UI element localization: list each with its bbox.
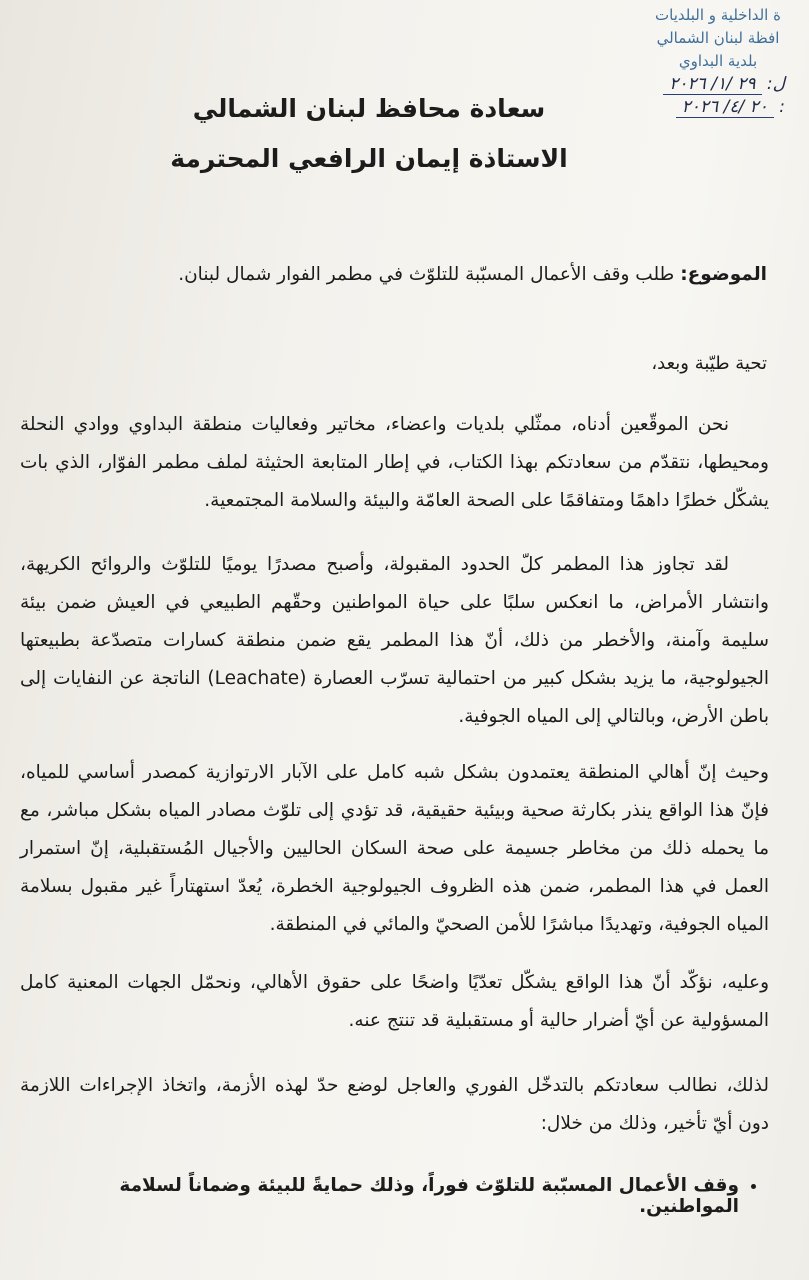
stamp-number-label: ل: — [766, 74, 785, 94]
subject-label: الموضوع: — [680, 264, 767, 285]
demands-list — [20, 1175, 769, 1217]
paragraph: لقد تجاوز هذا المطمر كلّ الحدود المقبولة، وأصبح مصدرًا يوميًا للتلوّث والروائح الكريهة، وانتشار الأمراض، ما انعكس سلبًا على حياة المواطنين وحقّهم الطبيعي في العيش ضمن بيئة سليمة وآمنة، والأخطر من ذلك، أنّ هذا المطمر يقع ضمن منطقة كسارات متصدّعة بطبيعتها الجيولوجية، ما يزيد بشكل كبير من احتمالية تسرّب العصارة (Leachate) الناتجة عن النفايات إلى باطن الأرض، وبالتالي إلى المياه الجوفية. — [20, 554, 769, 727]
stamp-date-label: : — [779, 97, 785, 117]
list-item: • وقف الأعمال المسبّبة للتلوّث فوراً، وذلك حمايةً للبيئة وضماناً لسلامة المواطنين. — [20, 1175, 739, 1217]
municipality-stamp — [623, 4, 809, 119]
subject-line — [20, 264, 767, 285]
stamp-number: ٢٩ /١/ ٢٠٢٦ — [663, 74, 761, 95]
stamp-municipality: بلدية البداوي — [678, 52, 758, 70]
paragraph: لذلك، نطالب سعادتكم بالتدخّل الفوري والعاجل لوضع حدّ لهذه الأزمة، واتخاذ الإجراءات اللازمة دون أيّ تأخير، وذلك من خلال: — [20, 1075, 769, 1134]
paragraph: نحن الموقّعين أدناه، ممثّلي بلديات واعضاء، مخاتير وفعاليات منطقة البداوي ووادي النحلة ومحيطها، نتقدّم من سعادتكم بهذا الكتاب، في إطار المتابعة الحثيثة لملف مطمر الفوّار، الذي بات يشكّل خطرًا داهمًا ومتفاقمًا على الصحة العامّة والبيئة والسلامة المجتمعية. — [20, 414, 769, 511]
addressee — [169, 84, 569, 184]
stamp-governorate: افظة لبنان الشمالي — [656, 29, 780, 47]
subject-text: طلب وقف الأعمال المسبّبة للتلوّث في مطمر الفوار شمال لبنان. — [178, 264, 675, 285]
paragraph: وعليه، نؤكّد أنّ هذا الواقع يشكّل تعدّيًا واضحًا على حقوق الأهالي، ونحمّل الجهات المعنية كامل المسؤولية عن أيّ أضرار حالية أو مستقبلية قد تنتج عنه. — [20, 972, 769, 1031]
stamp-ministry: ة الداخلية و البلديات — [655, 6, 781, 24]
addressee-title: سعادة محافظ لبنان الشمالي — [192, 94, 546, 123]
greeting: تحية طيّبة وبعد، — [651, 353, 767, 374]
paragraph: وحيث إنّ أهالي المنطقة يعتمدون بشكل شبه كامل على الآبار الارتوازية كمصدر أساسي للمياه، فإنّ هذا الواقع ينذر بكارثة صحية وبيئية حقيقية، قد تؤدي إلى تلوّث مصادر المياه بشكل مباشر، مع ما يحمله ذلك من مخاطر جسيمة على صحة السكان الحاليين والأجيال المُستقبلية، إنّ استمرار العمل في هذا المطمر، ضمن هذه الظروف الجيولوجية الخطرة، يُعدّ استهتاراً غير مقبول بسلامة المياه الجوفية، وتهديدًا مباشرًا للأمن الصحيّ والمائي في المنطقة. — [20, 762, 769, 935]
stamp-number-row — [623, 73, 809, 96]
stamp-date: ٢٠ /٤/ ٢٠٢٦ — [676, 97, 774, 118]
stamp-date-row — [623, 96, 809, 119]
addressee-name: الاستاذة إيمان الرافعي المحترمة — [170, 144, 568, 173]
